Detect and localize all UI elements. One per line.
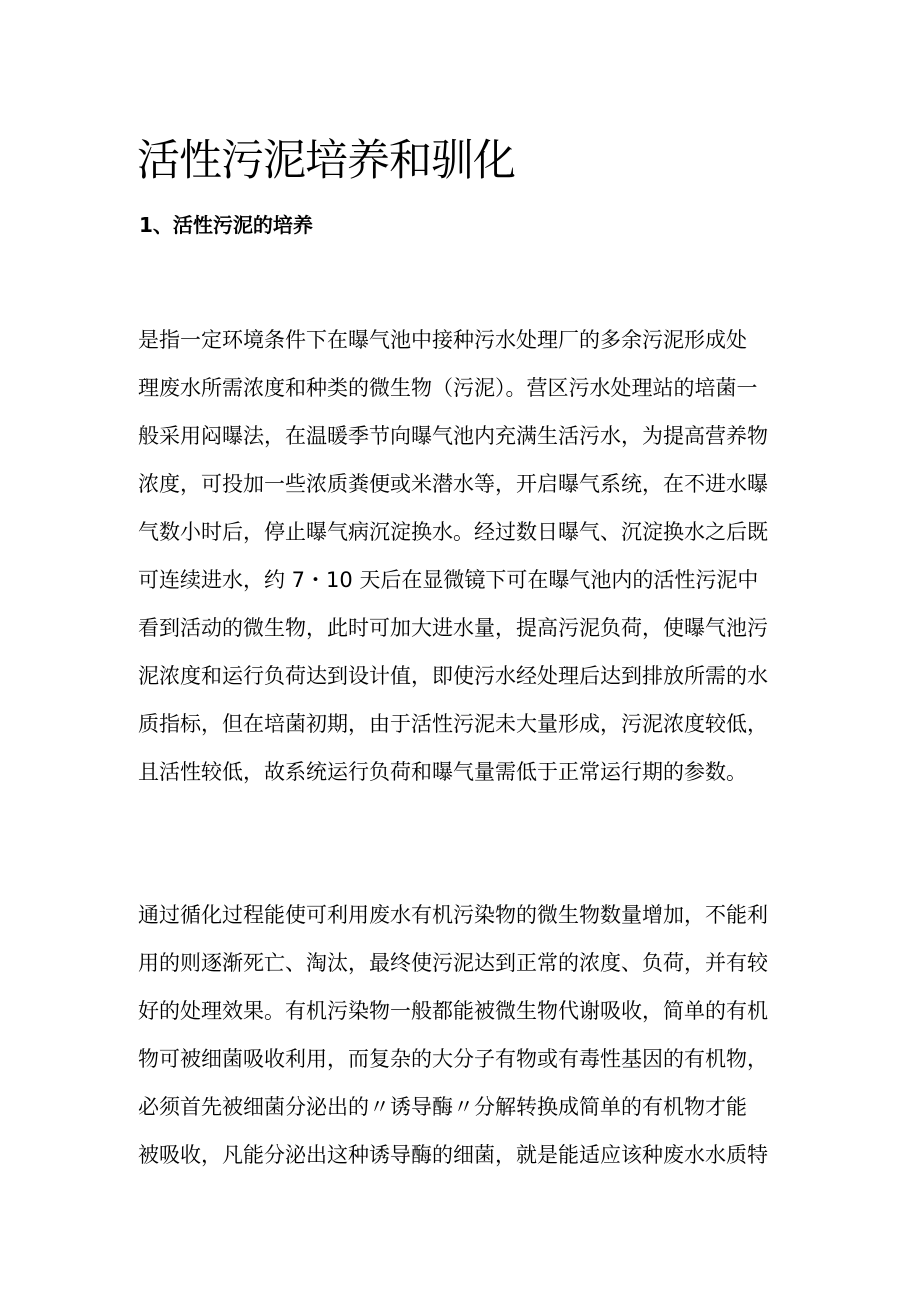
paragraph-line: 质指标，但在培菌初期，由于活性污泥未大量形成，污泥浓度较低， (138, 712, 768, 736)
paragraph-line: 泥浓度和运行负荷达到设计值，即使污水经处理后达到排放所需的水 (138, 664, 768, 688)
paragraph-line: 看到活动的微生物，此时可加大进水量，提高污泥负荷，使曝气池污 (138, 616, 768, 640)
paragraph-line: 可连续进水，约 7・10 天后在显微镜下可在曝气池内的活性污泥中 (138, 568, 759, 592)
paragraph-line: 必须首先被细菌分泌出的〃诱导酶〃分解转换成简单的有机物才能 (138, 1095, 747, 1119)
paragraph-line: 理废水所需浓度和种类的微生物（污泥）。营区污水处理站的培菌一 (138, 376, 758, 400)
paragraph-line: 浓度，可投加一些浓质粪便或米潜水等，开启曝气系统，在不进水曝 (138, 472, 768, 496)
paragraph-line: 被吸收，凡能分泌出这种诱导酶的细菌，就是能适应该种废水水质特 (138, 1143, 768, 1167)
paragraph-line: 好的处理效果。有机污染物一般都能被微生物代谢吸收，简单的有机 (138, 999, 768, 1023)
paragraph-line: 用的则逐渐死亡、淘汰，最终使污泥达到正常的浓度、负荷，并有较 (138, 951, 768, 975)
paragraph-line: 物可被细菌吸收利用，而复杂的大分子有物或有毒性基因的有机物， (138, 1047, 768, 1071)
section-heading: 1、活性污泥的培养 (139, 213, 313, 237)
paragraph-domestication (138, 891, 798, 1179)
paragraph-line: 气数小时后，停止曝气病沉淀换水。经过数日曝气、沉淀换水之后既 (138, 520, 768, 544)
paragraph-line: 是指一定环境条件下在曝气池中接种污水处理厂的多余污泥形成处 (138, 328, 747, 352)
paragraph-line: 通过循化过程能使可利用废水有机污染物的微生物数量增加，不能利 (138, 903, 768, 927)
paragraph-cultivation (138, 316, 798, 796)
paragraph-line: 且活性较低，故系统运行负荷和曝气量需低于正常运行期的参数。 (138, 760, 747, 784)
document-title: 活性污泥培养和驯化 (137, 136, 515, 186)
paragraph-line: 般采用闷曝法，在温暖季节向曝气池内充满生活污水，为提高营养物 (138, 424, 768, 448)
